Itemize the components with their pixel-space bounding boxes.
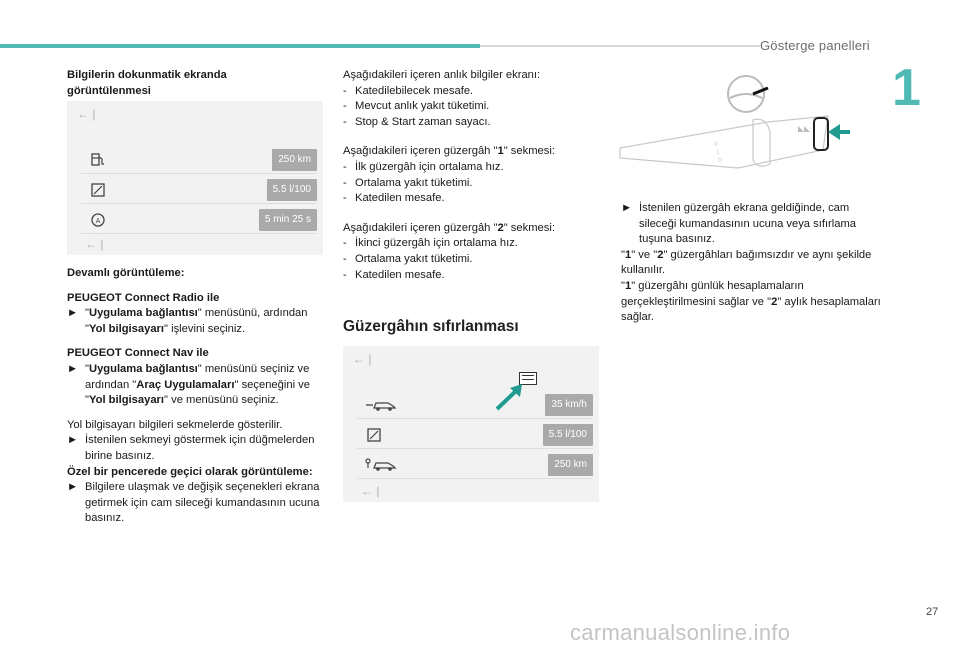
arrow-icon [828, 124, 850, 140]
svg-text:0: 0 [718, 157, 722, 164]
trip2-intro: Aşağıdakileri içeren güzergâh "2" sekmesi: [343, 221, 555, 234]
fuel-pump-icon [89, 151, 107, 169]
chapter-number: 1 [892, 59, 921, 117]
steering-wheel-icon [728, 76, 768, 112]
list-item: - İlk güzergâh için ortalama hız. [343, 160, 504, 173]
screen-row [81, 176, 317, 204]
header-accent-bar [0, 44, 480, 48]
fuel-consumption-icon [89, 181, 107, 199]
stop-start-icon [89, 211, 107, 229]
nav-bullet: ► "Uygulama bağlantısı" menüsünü seçiniz ve ardından "Araç Uygulamaları" seçeneğini ve "Yol bilgisayarı" ve menüsünü seçiniz. [67, 362, 310, 407]
heading-touchscreen-display: Bilgilerin dokunmatik ekranda görüntülenmesi [67, 69, 227, 97]
list-item: - Katedilen mesafe. [343, 268, 445, 281]
bullet-icon: ► [67, 481, 79, 494]
tabs-text: Yol bilgisayarı bilgileri sekmelerde gösterilir. [67, 418, 283, 431]
touchscreen-tripcomputer-screen [67, 101, 323, 255]
range-value: 250 km [272, 149, 317, 171]
reset-heading: Güzergâhın sıfırlanması [343, 318, 519, 335]
trip1-intro: Aşağıdakileri içeren güzergâh "1" sekmesi: [343, 145, 555, 158]
average-speed-value: 35 km/h [545, 394, 593, 416]
svg-text:1: 1 [716, 149, 720, 156]
radio-title: PEUGEOT Connect Radio ile [67, 291, 220, 304]
trip-reset-screen [343, 346, 599, 502]
radio-bullet: ► "Uygulama bağlantısı" menüsünü, ardından "Yol bilgisayarı" işlevini seçiniz. [67, 307, 308, 335]
watermark: carmanualsonline.info [570, 620, 791, 645]
bullet-icon: ► [67, 307, 79, 320]
instant-intro: Aşağıdakileri içeren anlık bilgiler ekranı: [343, 69, 541, 81]
list-item: - Ortalama yakıt tüketimi. [343, 176, 473, 189]
list-item: - Katedilen mesafe. [343, 192, 445, 205]
trips-usage-text: "1" güzergâhı günlük hesaplamaların gerçekleştirilmesini sağlar ve "2" aylık hesaplamaları sağlar. [621, 279, 881, 324]
section-title: Gösterge panelleri [760, 38, 870, 53]
bullet-icon: ► [67, 362, 79, 375]
left-column-text [67, 266, 327, 527]
screen-row [357, 421, 593, 449]
stop-start-timer-value: 5 min 25 s [259, 209, 317, 231]
list-item: - Mevcut anlık yakıt tüketimi. [343, 100, 490, 113]
list-item: - Katedilebilecek mesafe. [343, 84, 474, 97]
back-arrow-icon: ← | [85, 237, 104, 251]
tabs-bullet: ► İstenilen sekmeyi göstermek için düğmelerden birine basınız. [67, 434, 315, 462]
continued-heading: Devamlı görüntüleme: [67, 267, 185, 279]
screen-row [357, 391, 593, 419]
list-item: - Ortalama yakıt tüketimi. [343, 252, 473, 265]
list-item: - Stop & Start zaman sayacı. [343, 115, 491, 128]
screen-row [81, 206, 317, 234]
average-speed-icon [365, 396, 399, 414]
screen-row [81, 146, 317, 174]
fuel-consumption-icon [365, 426, 383, 444]
back-arrow-icon: ← | [361, 484, 380, 498]
bullet-icon: ► [621, 202, 633, 214]
left-heading [67, 68, 267, 99]
bullet-icon: ► [67, 434, 79, 447]
svg-text:0: 0 [714, 141, 718, 148]
consumption-value: 5.5 l/100 [267, 179, 317, 201]
svg-text:A: A [95, 217, 101, 225]
page-number: 27 [926, 606, 939, 618]
popup-bullet: ► Bilgilere ulaşmak ve değişik seçenekleri ekrana getirmek için cam sileceği kumandasının ucuna basınız. [67, 481, 320, 525]
header-rule [480, 45, 760, 47]
right-column-text [621, 201, 881, 326]
middle-column-text [343, 68, 603, 292]
consumption-value: 5.5 l/100 [543, 424, 593, 446]
screen-row [357, 451, 593, 479]
distance-value: 250 km [548, 454, 593, 476]
back-arrow-icon: ← | [353, 352, 372, 366]
list-item: - İkinci güzergâh için ortalama hız. [343, 237, 518, 250]
nav-title: PEUGEOT Connect Nav ile [67, 347, 209, 360]
trips-independent-text: "1" ve "2" güzergâhları bağımsızdır ve aynı şekilde kullanılır. [621, 248, 872, 277]
reset-bullet: ► İstenilen güzergâh ekrana geldiğinde, cam sileceği kumandasının ucuna veya sıfırlama tuşuna basınız. [621, 202, 857, 246]
back-arrow-icon: ← | [77, 107, 96, 121]
distance-travelled-icon [365, 456, 399, 474]
popup-heading: Özel bir pencerede geçici olarak görüntüleme: [67, 465, 313, 478]
wiper-stalk-illustration [618, 72, 858, 192]
